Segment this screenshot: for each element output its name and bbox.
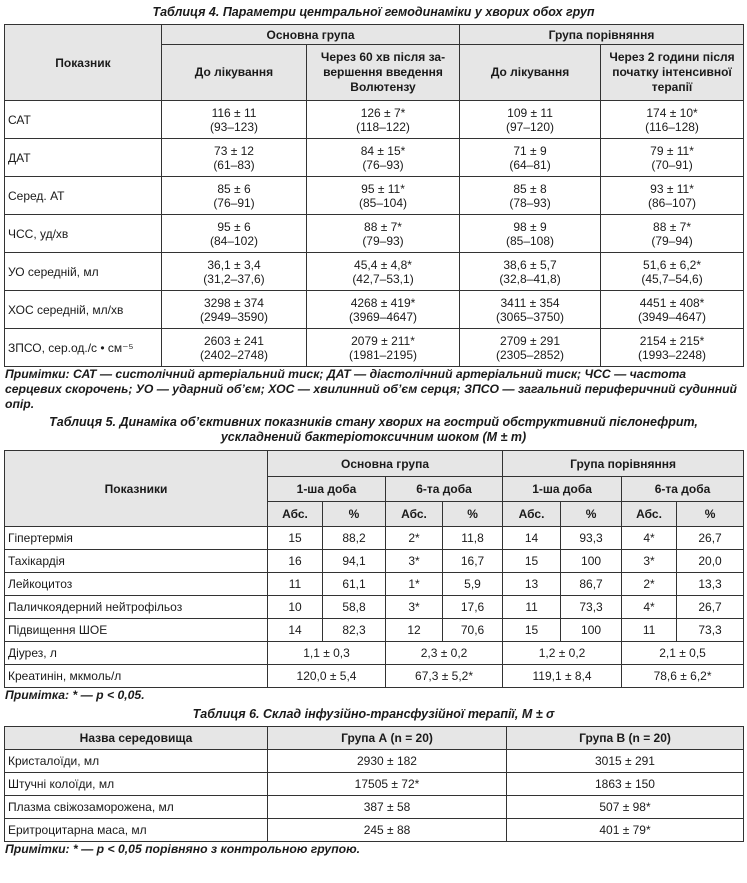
table6-cell-a: 245 ± 88 bbox=[268, 819, 507, 842]
table4-cell-mean: 126 ± 7* bbox=[360, 105, 406, 120]
table5-header-main-day6: 6-та доба bbox=[386, 477, 503, 502]
table4-cell-range: (3949–4647) bbox=[637, 309, 707, 324]
table6-header-group-b: Група В (n = 20) bbox=[507, 727, 744, 750]
table5-row bbox=[5, 596, 744, 619]
table4-cell bbox=[162, 253, 307, 291]
table6 bbox=[4, 726, 744, 842]
table5-cell: 86,7 bbox=[561, 573, 622, 596]
table4-cell-mean: 2079 ± 211* bbox=[351, 333, 415, 348]
table4-row bbox=[5, 101, 744, 139]
table5-cell: 26,7 bbox=[677, 596, 744, 619]
table5-cell: 20,0 bbox=[677, 550, 744, 573]
table4-cell-range: (31,2–37,6) bbox=[203, 271, 265, 286]
table5-cell: 16,7 bbox=[443, 550, 503, 573]
table4-row-label: ДАТ bbox=[5, 139, 162, 177]
table4-cell-mean: 88 ± 7* bbox=[364, 219, 402, 234]
table4-cell-mean: 98 ± 9 bbox=[513, 219, 547, 234]
table5-cell: 100 bbox=[561, 619, 622, 642]
table4 bbox=[4, 24, 744, 367]
table4-cell-range: (93–123) bbox=[209, 119, 259, 134]
table4-cell-range: (64–81) bbox=[509, 157, 551, 172]
table4-cell-mean: 95 ± 6 bbox=[217, 219, 251, 234]
table5-cell: 3* bbox=[622, 550, 677, 573]
table4-cell-range: (2402–2748) bbox=[199, 347, 269, 362]
table5-cell: 5,9 bbox=[443, 573, 503, 596]
table4-cell bbox=[307, 101, 460, 139]
table4-cell bbox=[307, 139, 460, 177]
table5-header-main-day1: 1-ша доба bbox=[268, 477, 386, 502]
table4-cell bbox=[601, 215, 744, 253]
table6-row-label: Кристалоїди, мл bbox=[5, 750, 268, 773]
table5-cell: 17,6 bbox=[443, 596, 503, 619]
table5-title-line1: Таблиця 5. Динаміка об’єктивних показників стану хворих на гострий обструктивний пієлонефрит, bbox=[49, 415, 698, 429]
table4-row-label: ЗПСО, сер.од./с • см⁻⁵ bbox=[5, 329, 162, 367]
table5-cell: 13 bbox=[503, 573, 561, 596]
table6-row bbox=[5, 773, 744, 796]
table5-row-label: Гіпертермія bbox=[5, 527, 268, 550]
table4-cell bbox=[601, 101, 744, 139]
table4-title: Таблиця 4. Параметри центральної гемодинаміки у хворих обох груп bbox=[152, 5, 595, 19]
table4-cell bbox=[162, 101, 307, 139]
table4-cell-mean: 4268 ± 419* bbox=[350, 295, 416, 310]
table6-cell-a: 387 ± 58 bbox=[268, 796, 507, 819]
table5-header-abs: Абс. bbox=[622, 502, 677, 527]
table6-cell-a: 17505 ± 72* bbox=[268, 773, 507, 796]
table5-header-pct: % bbox=[677, 502, 744, 527]
table4-cell-mean: 4451 ± 408* bbox=[639, 295, 705, 310]
table5-row bbox=[5, 665, 744, 688]
table4-header-indicator: Показник bbox=[5, 25, 162, 101]
table4-cell-range: (76–93) bbox=[362, 157, 404, 172]
table4-header-main-group: Основна група bbox=[162, 25, 460, 45]
table5-header-abs: Абс. bbox=[386, 502, 443, 527]
table4-cell bbox=[601, 291, 744, 329]
table4-row-label: ЧСС, уд/хв bbox=[5, 215, 162, 253]
table4-cell bbox=[601, 253, 744, 291]
table4-cell-range: (2949–3590) bbox=[199, 309, 269, 324]
table5-cell: 73,3 bbox=[561, 596, 622, 619]
table6-cell-b: 401 ± 79* bbox=[507, 819, 744, 842]
table4-cell-mean: 84 ± 15* bbox=[360, 143, 406, 158]
table4-cell bbox=[460, 291, 601, 329]
table5-header-pct: % bbox=[443, 502, 503, 527]
table5-merged-cell: 2,3 ± 0,2 bbox=[386, 642, 503, 665]
table5-row bbox=[5, 619, 744, 642]
table4-cell-range: (3969–4647) bbox=[348, 309, 418, 324]
table5-cell: 58,8 bbox=[323, 596, 386, 619]
table5-cell: 11 bbox=[622, 619, 677, 642]
table5-header-abs: Абс. bbox=[268, 502, 323, 527]
table4-cell-range: (85–104) bbox=[358, 195, 408, 210]
table4-cell bbox=[307, 253, 460, 291]
table5-row bbox=[5, 642, 744, 665]
table4-cell-mean: 95 ± 11* bbox=[361, 181, 405, 196]
table5-cell: 3* bbox=[386, 550, 443, 573]
table5-cell: 100 bbox=[561, 550, 622, 573]
table4-cell-mean: 88 ± 7* bbox=[653, 219, 691, 234]
table4-cell bbox=[307, 177, 460, 215]
table5-merged-cell: 78,6 ± 6,2* bbox=[622, 665, 744, 688]
table6-row bbox=[5, 750, 744, 773]
table4-cell-mean: 51,6 ± 6,2* bbox=[643, 257, 701, 272]
table5-cell: 93,3 bbox=[561, 527, 622, 550]
table4-cell-mean: 3411 ± 354 bbox=[500, 295, 560, 310]
table5-row-label: Діурез, л bbox=[5, 642, 268, 665]
table6-cell-b: 507 ± 98* bbox=[507, 796, 744, 819]
table4-cell-mean: 2154 ± 215* bbox=[639, 333, 705, 348]
table4-row-label: УО середній, мл bbox=[5, 253, 162, 291]
table4-cell-mean: 85 ± 6 bbox=[217, 181, 251, 196]
table4-cell bbox=[601, 329, 744, 367]
table4-cell-mean: 85 ± 8 bbox=[513, 181, 547, 196]
table5-header-abs: Абс. bbox=[503, 502, 561, 527]
table5-header-compare-group: Група порівняння bbox=[503, 451, 744, 477]
table4-cell-range: (84–102) bbox=[209, 233, 259, 248]
table5-header-main-group: Основна група bbox=[268, 451, 503, 477]
table5-row bbox=[5, 573, 744, 596]
table5-cell: 2* bbox=[622, 573, 677, 596]
table5-cell: 94,1 bbox=[323, 550, 386, 573]
table4-cell-range: (32,8–41,8) bbox=[499, 271, 561, 286]
table4-cell bbox=[460, 177, 601, 215]
table6-header-group-a: Група А (n = 20) bbox=[268, 727, 507, 750]
table5-merged-cell: 1,1 ± 0,3 bbox=[268, 642, 386, 665]
table5-row-label: Тахікардія bbox=[5, 550, 268, 573]
table4-cell-range: (118–122) bbox=[356, 119, 410, 134]
table6-row-label: Плазма свіжозаморожена, мл bbox=[5, 796, 268, 819]
table4-cell-mean: 3298 ± 374 bbox=[204, 295, 264, 310]
table4-note: Примітки: САТ — систолічний артеріальний тиск; ДАТ — діастолічний артеріальний тиск; ЧСС — частота серцевих скорочень; УО — ударний об’єм; ХОС — хвилинний об’єм серця; ЗПСО — загальний периферичний судинний опір. bbox=[5, 367, 737, 411]
table5-header-indicators: Показники bbox=[5, 451, 268, 527]
table5-cell: 16 bbox=[268, 550, 323, 573]
table4-cell-range: (76–91) bbox=[213, 195, 255, 210]
table6-cell-b: 3015 ± 291 bbox=[507, 750, 744, 773]
table5-merged-cell: 67,3 ± 5,2* bbox=[386, 665, 503, 688]
table5-cell: 4* bbox=[622, 596, 677, 619]
table4-cell bbox=[601, 177, 744, 215]
table4-header-main-before: До лікування bbox=[162, 45, 307, 101]
table5-cell: 3* bbox=[386, 596, 443, 619]
table5-header-pct: % bbox=[323, 502, 386, 527]
table4-row-label: САТ bbox=[5, 101, 162, 139]
table5-cell: 73,3 bbox=[677, 619, 744, 642]
table4-row-label: ХОС середній, мл/хв bbox=[5, 291, 162, 329]
table5-cell: 11 bbox=[268, 573, 323, 596]
table5-cell: 15 bbox=[503, 550, 561, 573]
table4-cell bbox=[162, 215, 307, 253]
table4-cell bbox=[307, 215, 460, 253]
table4-cell bbox=[162, 329, 307, 367]
table4-cell-range: (1981–2195) bbox=[348, 347, 418, 362]
table5-cell: 11 bbox=[503, 596, 561, 619]
table4-cell-range: (78–93) bbox=[509, 195, 551, 210]
table4-cell-mean: 38,6 ± 5,7 bbox=[503, 257, 557, 272]
table5-row-label: Лейкоцитоз bbox=[5, 573, 268, 596]
table4-cell-mean: 116 ± 11 bbox=[211, 105, 257, 120]
table5-cell: 26,7 bbox=[677, 527, 744, 550]
table4-cell-range: (86–107) bbox=[648, 195, 697, 210]
table4-cell-range: (70–91) bbox=[651, 157, 693, 172]
table5-cell: 88,2 bbox=[323, 527, 386, 550]
table4-cell bbox=[460, 215, 601, 253]
table4-cell-range: (61–83) bbox=[213, 157, 255, 172]
table6-cell-b: 1863 ± 150 bbox=[507, 773, 744, 796]
table5-title-line2: ускладнений бактеріотоксичним шоком (M ± m) bbox=[220, 430, 527, 444]
table4-cell bbox=[307, 291, 460, 329]
table4-row bbox=[5, 253, 744, 291]
table4-cell bbox=[460, 101, 601, 139]
table5-merged-cell: 119,1 ± 8,4 bbox=[503, 665, 622, 688]
table4-cell-range: (1993–2248) bbox=[637, 347, 707, 362]
table4-cell bbox=[307, 329, 460, 367]
table4-row bbox=[5, 291, 744, 329]
table5-merged-cell: 2,1 ± 0,5 bbox=[622, 642, 744, 665]
table6-header-medium: Назва середовища bbox=[5, 727, 268, 750]
table5-row-label: Підвищення ШОЕ bbox=[5, 619, 268, 642]
table4-cell-range: (45,7–54,6) bbox=[641, 271, 703, 286]
table4-cell-mean: 2603 ± 241 bbox=[204, 333, 264, 348]
table5-cell: 61,1 bbox=[323, 573, 386, 596]
table5-merged-cell: 1,2 ± 0,2 bbox=[503, 642, 622, 665]
table5-cell: 13,3 bbox=[677, 573, 744, 596]
table5-cell: 1* bbox=[386, 573, 443, 596]
table6-row-label: Еритроцитарна маса, мл bbox=[5, 819, 268, 842]
table5-cell: 2* bbox=[386, 527, 443, 550]
table4-cell-mean: 45,4 ± 4,8* bbox=[354, 257, 412, 272]
table5-merged-cell: 120,0 ± 5,4 bbox=[268, 665, 386, 688]
table4-header-main-after: Через 60 хв після за-вершення введення Волютензу bbox=[307, 45, 460, 101]
table4-header-compare-group: Група порівняння bbox=[460, 25, 744, 45]
table4-cell bbox=[460, 253, 601, 291]
table5-cell: 14 bbox=[268, 619, 323, 642]
table4-cell-mean: 93 ± 11* bbox=[650, 181, 694, 196]
table4-cell-mean: 174 ± 10* bbox=[646, 105, 698, 120]
table4-row bbox=[5, 139, 744, 177]
table4-row bbox=[5, 329, 744, 367]
table4-cell-mean: 109 ± 11 bbox=[507, 105, 553, 120]
table4-cell-range: (79–93) bbox=[362, 233, 404, 248]
table6-row bbox=[5, 796, 744, 819]
table4-header-compare-before: До лікування bbox=[460, 45, 601, 101]
table4-cell-range: (85–108) bbox=[505, 233, 555, 248]
table6-cell-a: 2930 ± 182 bbox=[268, 750, 507, 773]
table5-header-compare-day6: 6-та доба bbox=[622, 477, 744, 502]
table4-cell-mean: 2709 ± 291 bbox=[500, 333, 560, 348]
table4-row-label: Серед. АТ bbox=[5, 177, 162, 215]
table4-cell bbox=[162, 177, 307, 215]
table4-cell bbox=[460, 329, 601, 367]
table5-cell: 82,3 bbox=[323, 619, 386, 642]
table5-row-label: Креатинін, мкмоль/л bbox=[5, 665, 268, 688]
table5-cell: 14 bbox=[503, 527, 561, 550]
table5-row bbox=[5, 550, 744, 573]
table5-cell: 4* bbox=[622, 527, 677, 550]
table4-cell-range: (2305–2852) bbox=[495, 347, 565, 362]
table4-cell bbox=[162, 291, 307, 329]
table4-cell bbox=[162, 139, 307, 177]
table4-cell-mean: 79 ± 11* bbox=[650, 143, 694, 158]
table6-row bbox=[5, 819, 744, 842]
table5-cell: 15 bbox=[268, 527, 323, 550]
table4-cell-range: (3065–3750) bbox=[495, 309, 565, 324]
table4-cell bbox=[460, 139, 601, 177]
table5-cell: 12 bbox=[386, 619, 443, 642]
table5-cell: 15 bbox=[503, 619, 561, 642]
table5-cell: 70,6 bbox=[443, 619, 503, 642]
table5 bbox=[4, 450, 744, 688]
table5-row-label: Паличкоядерний нейтрофільоз bbox=[5, 596, 268, 619]
table5-row bbox=[5, 527, 744, 550]
table4-cell-mean: 73 ± 12 bbox=[214, 143, 254, 158]
table6-row-label: Штучні колоїди, мл bbox=[5, 773, 268, 796]
table4-cell bbox=[601, 139, 744, 177]
table5-note: Примітка: * — p < 0,05. bbox=[5, 688, 145, 702]
table4-cell-range: (97–120) bbox=[505, 119, 555, 134]
table4-cell-mean: 71 ± 9 bbox=[513, 143, 547, 158]
table4-cell-mean: 36,1 ± 3,4 bbox=[207, 257, 261, 272]
table5-cell: 11,8 bbox=[443, 527, 503, 550]
table4-row bbox=[5, 177, 744, 215]
table6-note: Примітки: * — p < 0,05 порівняно з контрольною групою. bbox=[5, 842, 361, 856]
table5-cell: 10 bbox=[268, 596, 323, 619]
table5-header-pct: % bbox=[561, 502, 622, 527]
table4-header-compare-after: Через 2 години після початку інтенсивної терапії bbox=[601, 45, 744, 101]
table5-title bbox=[4, 415, 743, 445]
table6-title: Таблиця 6. Склад інфузійно-трансфузійної терапії, M ± σ bbox=[192, 707, 555, 721]
table5-header-compare-day1: 1-ша доба bbox=[503, 477, 622, 502]
table4-cell-range: (42,7–53,1) bbox=[352, 271, 414, 286]
table4-cell-range: (116–128) bbox=[645, 119, 699, 134]
table4-row bbox=[5, 215, 744, 253]
table4-cell-range: (79–94) bbox=[651, 233, 693, 248]
